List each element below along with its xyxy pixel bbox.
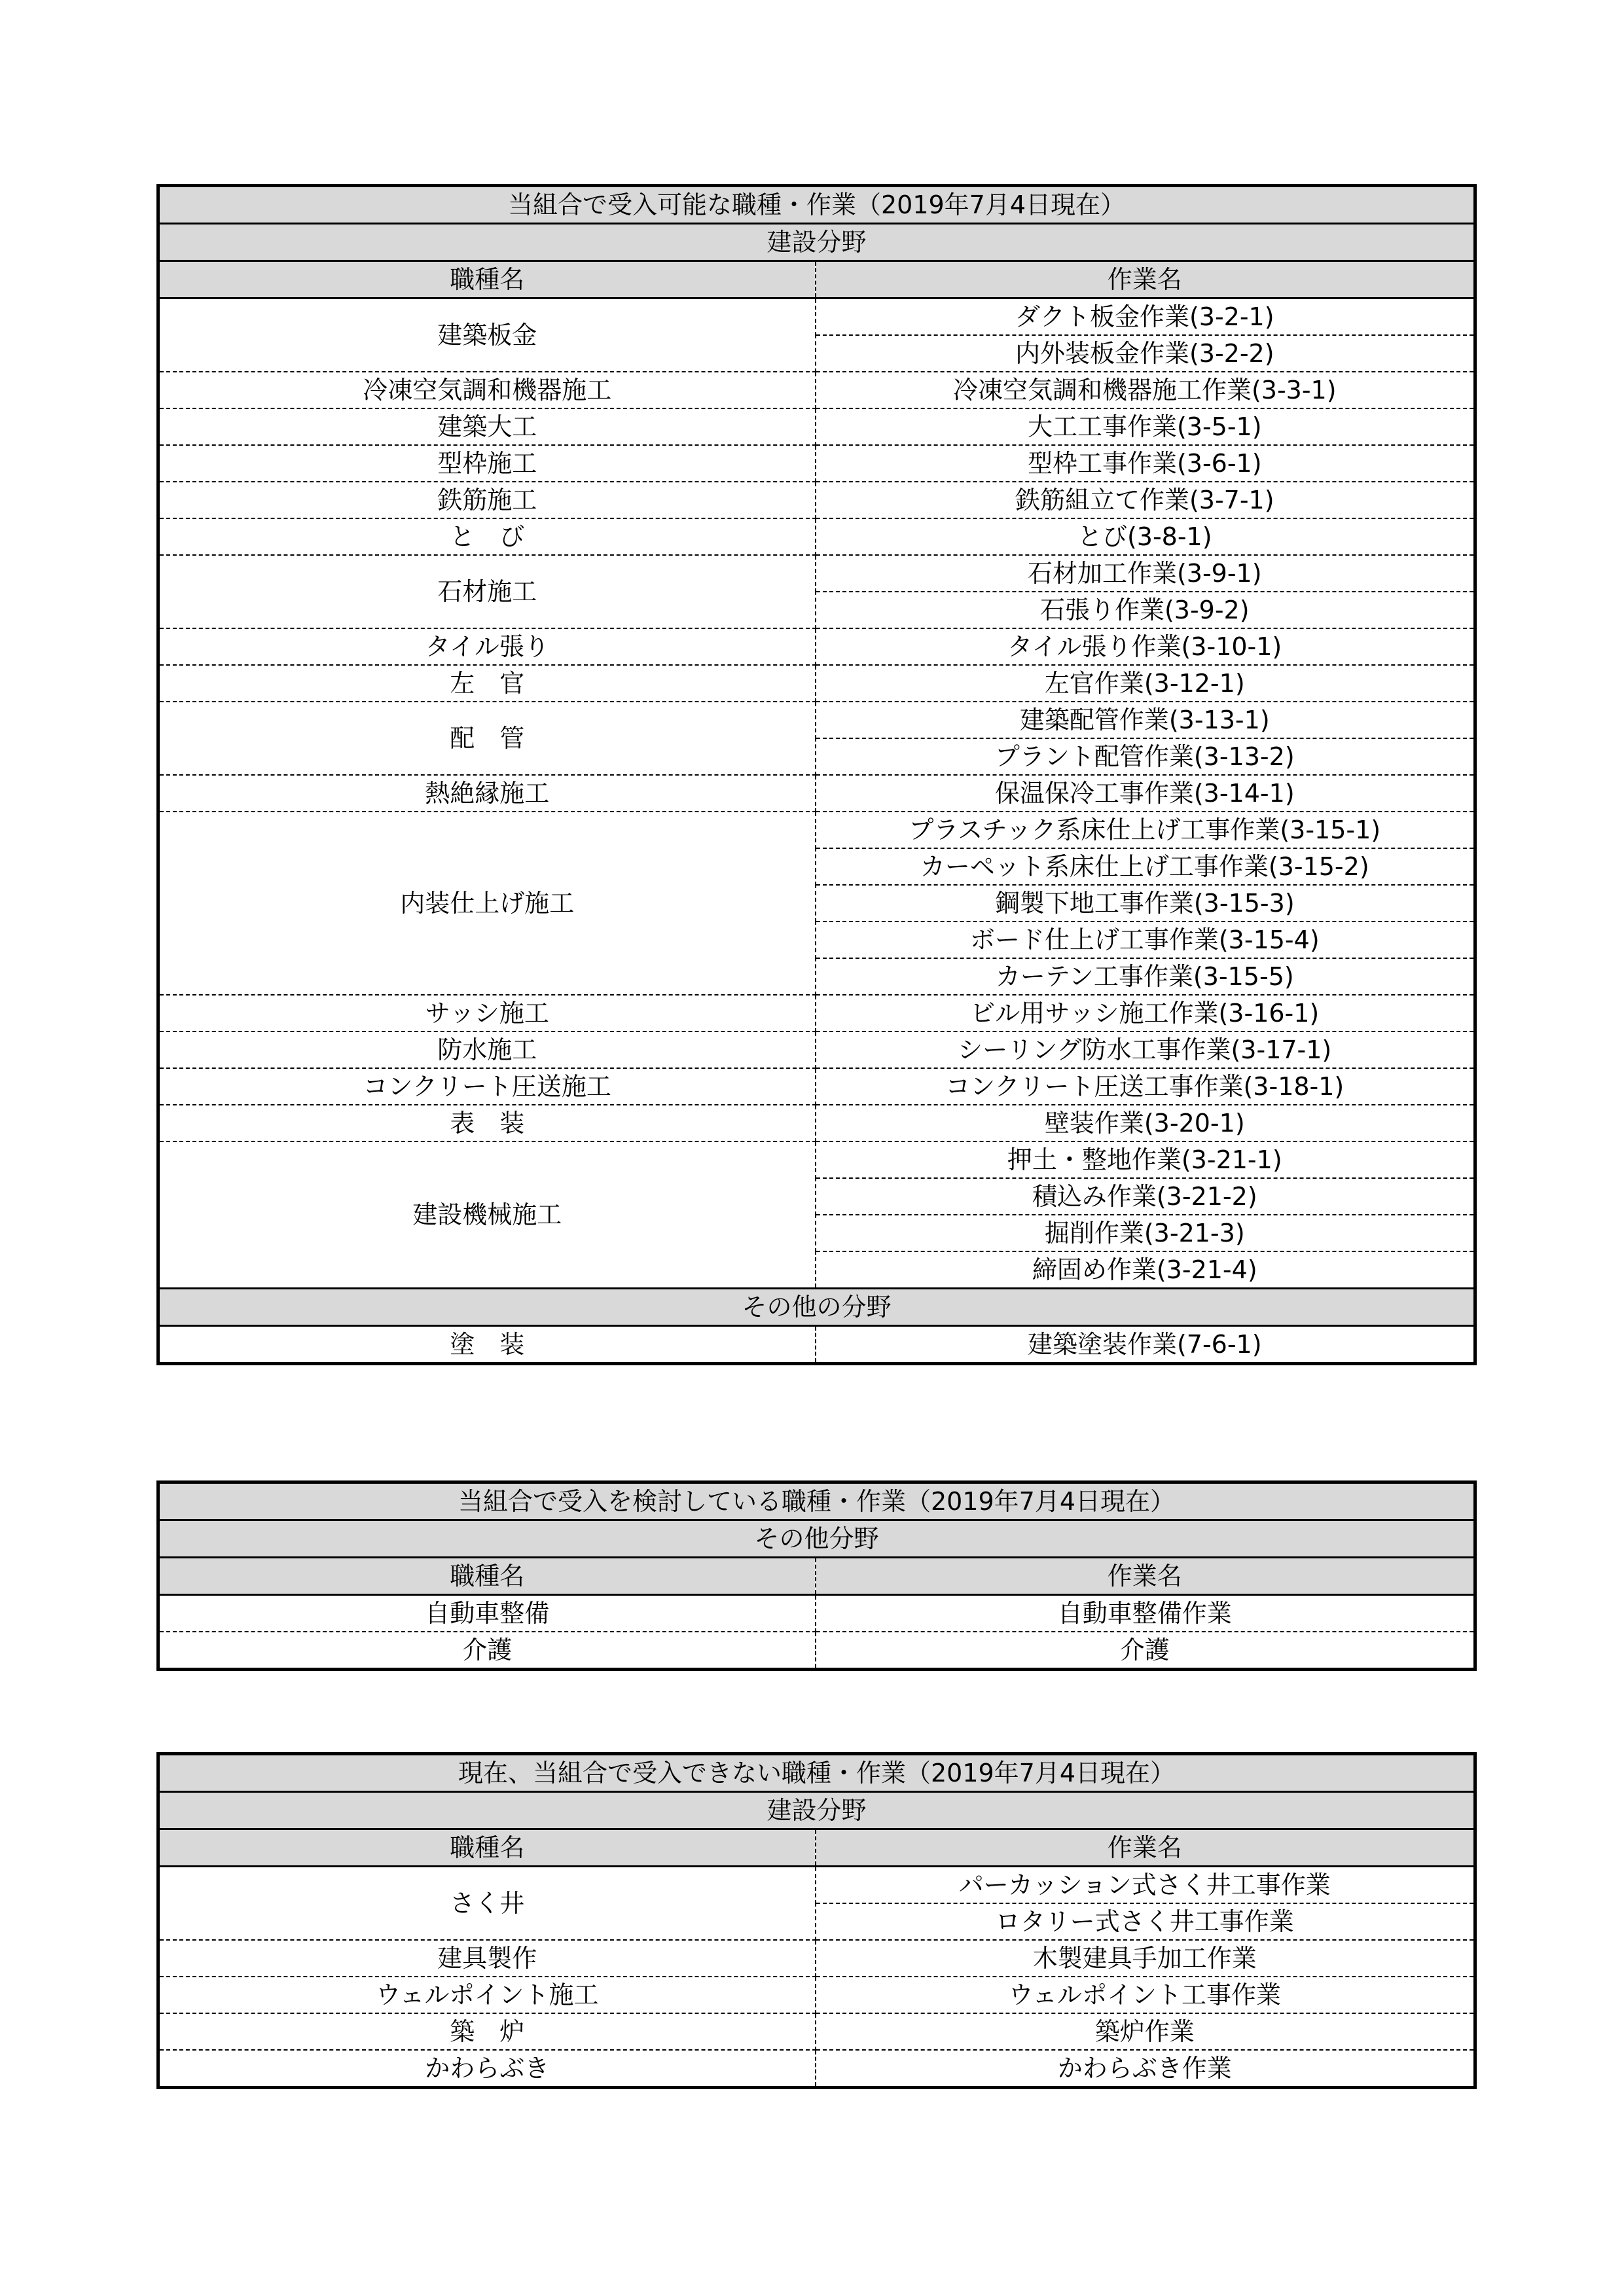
table-row xyxy=(158,665,1475,702)
task-cell: かわらぶき作業 xyxy=(1057,2054,1232,2083)
column-header-task: 作業名 xyxy=(816,261,1475,298)
task-cell: とび(3-8-1) xyxy=(816,518,1475,555)
task-cell: パーカッション式さく井工事作業 xyxy=(816,1867,1475,1904)
table-row xyxy=(158,995,1475,1031)
occupation-cell: 建設機械施工 xyxy=(158,1141,816,1289)
table-row xyxy=(158,1595,1475,1632)
task-cell: 内外装板金作業(3-2-2) xyxy=(816,335,1475,372)
task-cell: 大工工事作業(3-5-1) xyxy=(816,408,1475,445)
section-header-row xyxy=(158,1520,1475,1558)
task-cell: 建築塗装作業(7-6-1) xyxy=(1027,1330,1262,1359)
column-header-row xyxy=(158,1829,1475,1867)
task-cell: プラント配管作業(3-13-2) xyxy=(816,738,1475,775)
table-title-row xyxy=(158,1754,1475,1792)
table-row xyxy=(158,298,1475,336)
table-row xyxy=(158,372,1475,408)
table-row xyxy=(158,518,1475,555)
occupation-cell: 石材施工 xyxy=(158,555,816,628)
task-cell: 木製建具手加工作業 xyxy=(816,1940,1475,1977)
occupation-cell: 建築大工 xyxy=(158,408,816,445)
section-header: 建設分野 xyxy=(158,224,1475,261)
table-title: 現在、当組合で受入できない職種・作業（2019年7月4日現在） xyxy=(158,1754,1475,1792)
table-row xyxy=(158,812,1475,848)
occupation-cell: タイル張り xyxy=(158,628,816,665)
task-cell: ビル用サッシ施工作業(3-16-1) xyxy=(816,995,1475,1031)
occupation-cell: 左 官 xyxy=(158,665,816,702)
task-cell: 鉄筋組立て作業(3-7-1) xyxy=(816,482,1475,518)
task-cell: 左官作業(3-12-1) xyxy=(816,665,1475,702)
column-header-occupation: 職種名 xyxy=(158,1558,816,1595)
task-cell: 掘削作業(3-21-3) xyxy=(816,1215,1475,1251)
task-cell: 築炉作業 xyxy=(816,2013,1475,2050)
table-row xyxy=(158,1977,1475,2013)
table-row xyxy=(158,2013,1475,2050)
table-row xyxy=(158,702,1475,738)
not-accepted-jobs-table xyxy=(156,1752,1477,2089)
occupation-cell: 建築板金 xyxy=(158,298,816,372)
accepted-jobs-table xyxy=(156,184,1477,1365)
section-header: その他分野 xyxy=(158,1520,1475,1558)
table-row xyxy=(158,1105,1475,1141)
table-title-row xyxy=(158,186,1475,224)
task-cell: タイル張り作業(3-10-1) xyxy=(816,628,1475,665)
task-cell: ロタリー式さく井工事作業 xyxy=(816,1903,1475,1940)
occupation-cell: 冷凍空気調和機器施工 xyxy=(158,372,816,408)
column-header-task: 作業名 xyxy=(816,1558,1475,1595)
task-cell: 壁装作業(3-20-1) xyxy=(816,1105,1475,1141)
task-cell: コンクリート圧送工事作業(3-18-1) xyxy=(816,1068,1475,1105)
table-row xyxy=(158,1326,1475,1364)
task-cell: ボード仕上げ工事作業(3-15-4) xyxy=(816,922,1475,958)
table-row xyxy=(158,445,1475,482)
occupation-cell: かわらぶき xyxy=(158,2050,816,2088)
column-header-row xyxy=(158,261,1475,298)
occupation-cell: 自動車整備 xyxy=(158,1595,816,1632)
task-cell: 積込み作業(3-21-2) xyxy=(816,1178,1475,1215)
table-row xyxy=(158,1068,1475,1105)
task-cell: 鋼製下地工事作業(3-15-3) xyxy=(816,885,1475,922)
task-cell: 石張り作業(3-9-2) xyxy=(816,592,1475,628)
table-title: 当組合で受入を検討している職種・作業（2019年7月4日現在） xyxy=(158,1482,1475,1520)
task-cell: 押土・整地作業(3-21-1) xyxy=(816,1141,1475,1178)
occupation-cell: 塗 装 xyxy=(158,1326,816,1364)
task-cell: 自動車整備作業 xyxy=(816,1595,1475,1632)
occupation-cell: サッシ施工 xyxy=(158,995,816,1031)
column-header-occupation: 職種名 xyxy=(158,261,816,298)
section-header-row xyxy=(158,1792,1475,1829)
table-title-row xyxy=(158,1482,1475,1520)
considering-jobs-table xyxy=(156,1480,1477,1671)
table-row xyxy=(158,775,1475,812)
occupation-cell: 防水施工 xyxy=(158,1031,816,1068)
table-row xyxy=(158,555,1475,592)
task-cell: ウェルポイント工事作業 xyxy=(816,1977,1475,2013)
table-row xyxy=(158,1632,1475,1670)
table-row xyxy=(158,408,1475,445)
task-cell: カーテン工事作業(3-15-5) xyxy=(816,958,1475,995)
occupation-cell: 配 管 xyxy=(158,702,816,775)
occupation-cell: 型枠施工 xyxy=(158,445,816,482)
task-cell: 冷凍空気調和機器施工作業(3-3-1) xyxy=(816,372,1475,408)
task-cell: 介護 xyxy=(1119,1636,1170,1664)
task-cell: 保温保冷工事作業(3-14-1) xyxy=(816,775,1475,812)
table-row xyxy=(158,1867,1475,1904)
table-row xyxy=(158,628,1475,665)
occupation-cell: 介護 xyxy=(158,1632,816,1670)
section-header: その他の分野 xyxy=(158,1289,1475,1326)
task-cell: プラスチック系床仕上げ工事作業(3-15-1) xyxy=(816,812,1475,848)
occupation-cell: さく井 xyxy=(158,1867,816,1941)
section-header-row xyxy=(158,224,1475,261)
occupation-cell: ウェルポイント施工 xyxy=(158,1977,816,2013)
occupation-cell: 表 装 xyxy=(158,1105,816,1141)
occupation-cell: 内装仕上げ施工 xyxy=(158,812,816,995)
column-header-task: 作業名 xyxy=(816,1829,1475,1867)
section-header-row xyxy=(158,1289,1475,1326)
table-row xyxy=(158,2050,1475,2088)
task-cell: シーリング防水工事作業(3-17-1) xyxy=(816,1031,1475,1068)
column-header-row xyxy=(158,1558,1475,1595)
task-cell: カーペット系床仕上げ工事作業(3-15-2) xyxy=(816,848,1475,885)
task-cell: 型枠工事作業(3-6-1) xyxy=(816,445,1475,482)
column-header-occupation: 職種名 xyxy=(158,1829,816,1867)
section-header: 建設分野 xyxy=(158,1792,1475,1829)
table-row xyxy=(158,482,1475,518)
occupation-cell: 鉄筋施工 xyxy=(158,482,816,518)
table-title: 当組合で受入可能な職種・作業（2019年7月4日現在） xyxy=(158,186,1475,224)
occupation-cell: と び xyxy=(158,518,816,555)
table-row xyxy=(158,1031,1475,1068)
task-cell: ダクト板金作業(3-2-1) xyxy=(816,298,1475,336)
occupation-cell: コンクリート圧送施工 xyxy=(158,1068,816,1105)
occupation-cell: 熱絶縁施工 xyxy=(158,775,816,812)
table-row xyxy=(158,1141,1475,1178)
task-cell: 建築配管作業(3-13-1) xyxy=(816,702,1475,738)
table-row xyxy=(158,1940,1475,1977)
task-cell: 締固め作業(3-21-4) xyxy=(816,1251,1475,1289)
task-cell: 石材加工作業(3-9-1) xyxy=(816,555,1475,592)
occupation-cell: 建具製作 xyxy=(158,1940,816,1977)
occupation-cell: 築 炉 xyxy=(158,2013,816,2050)
